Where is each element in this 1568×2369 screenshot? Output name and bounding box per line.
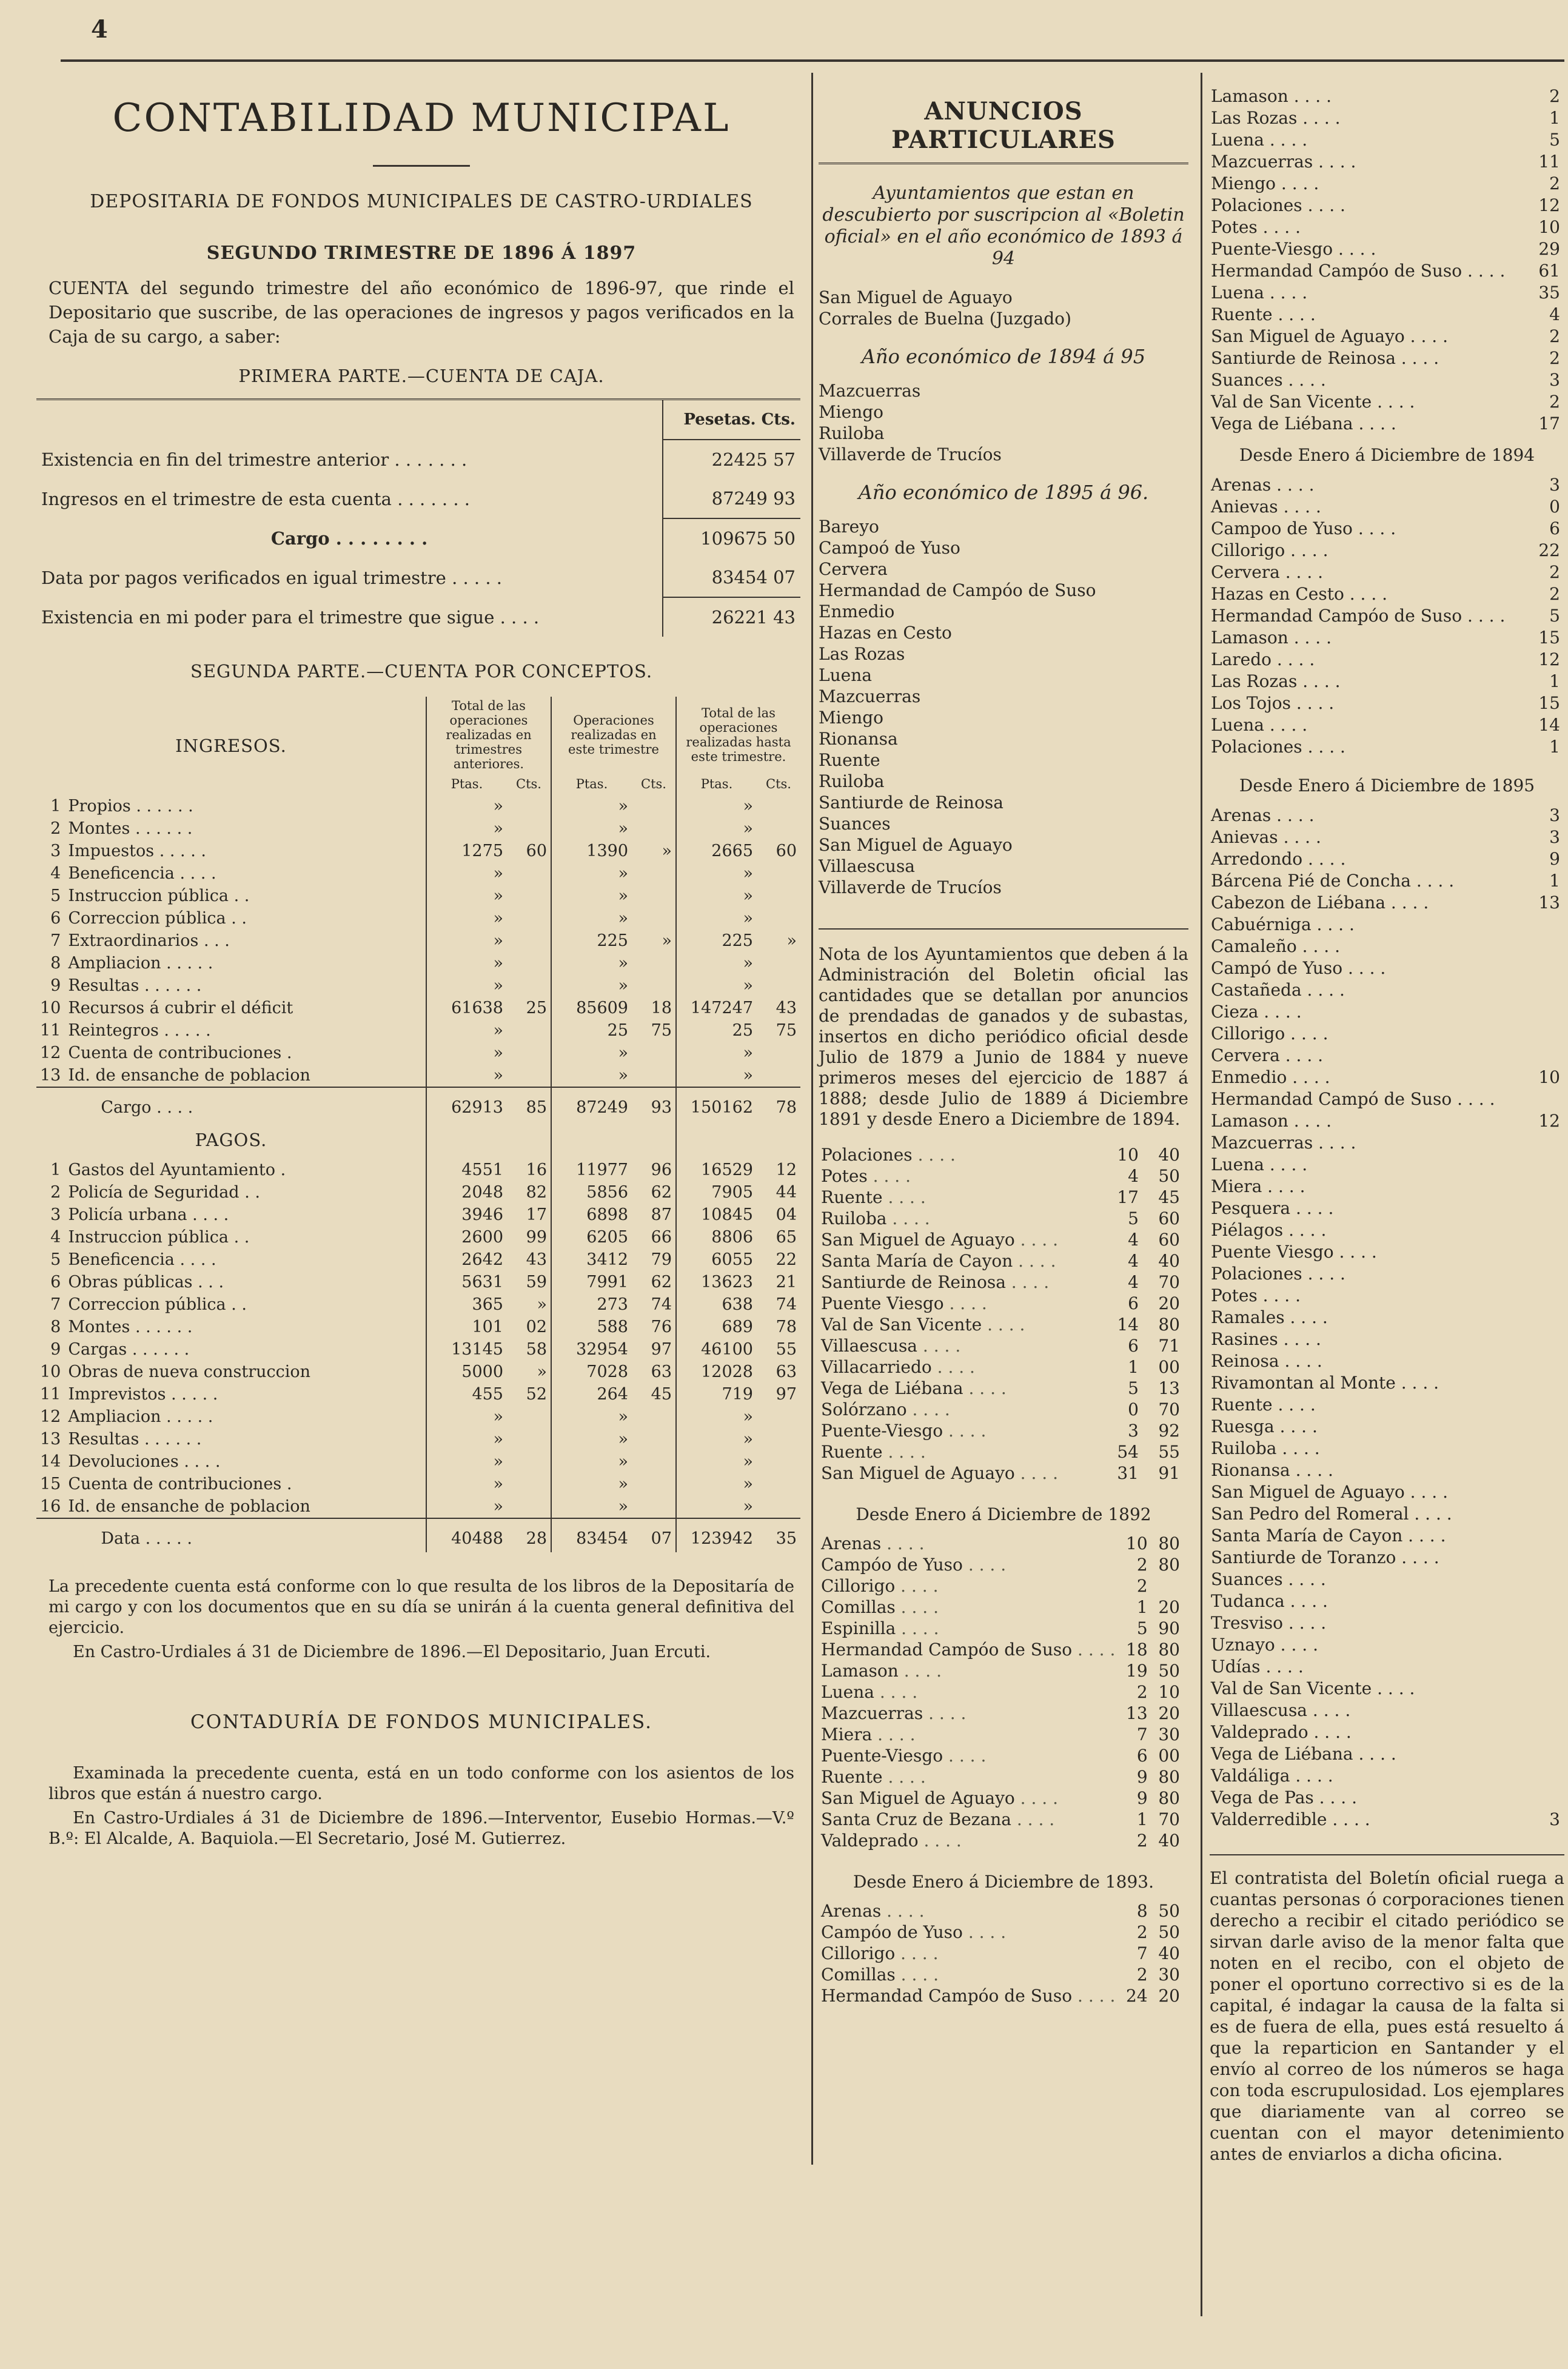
table-row: 8 Montes . . . . . . 101 02 588 76 689 78 bbox=[36, 1316, 800, 1338]
list-item: Pesquera . . . . bbox=[1211, 1198, 1334, 1218]
head-1894: Año económico de 1894 á 95 bbox=[861, 345, 1146, 368]
right-column bbox=[1210, 85, 1564, 2328]
closing-paragraph: La precedente cuenta está conforme con lo que resulta de los libros de la Depositaría de mi cargo y con los documentos que en su día se unirán á la cuenta general definitiva del ejercicio. bbox=[49, 1577, 794, 1637]
list-item: Santa Cruz de Bezana . . . . 1 70 bbox=[821, 1809, 1180, 1829]
list-item: Campó de Yuso . . . . bbox=[1211, 957, 1386, 978]
list-item: Villaverde de Trucíos bbox=[819, 444, 1002, 464]
list-item: Luena . . . . 14 bbox=[1211, 714, 1560, 735]
list-item: Cervera . . . . 2 bbox=[1211, 561, 1560, 582]
list-item: Villacarriedo . . . . 1 00 bbox=[821, 1357, 1180, 1377]
list-item: Enmedio . . . . 10 bbox=[1211, 1067, 1560, 1087]
table-row: 4 Instruccion pública . . 2600 99 6205 66 8806 65 bbox=[36, 1226, 800, 1248]
list-item: Cervera . . . . bbox=[1211, 1045, 1324, 1065]
list-item: Laredo . . . . 12 bbox=[1211, 649, 1560, 669]
right-head-1895: Desde Enero á Diciembre de 1895 bbox=[1239, 776, 1535, 796]
table-row: Existencia en fin del trimestre anterior . . . . . . . 22425 57 bbox=[36, 440, 800, 479]
primera-parte-heading: PRIMERA PARTE.—CUENTA DE CAJA. bbox=[238, 366, 605, 386]
list-item: Vega de Liébana . . . . 17 bbox=[1211, 413, 1560, 434]
list-item: Santiurde de Reinosa . . . . 4 70 bbox=[821, 1272, 1180, 1292]
list-item: Los Tojos . . . . 15 bbox=[1211, 692, 1560, 713]
amounts-table-1892 bbox=[819, 1533, 1182, 1851]
list-1894 bbox=[819, 380, 1188, 465]
list-item: Rivamontan al Monte . . . . bbox=[1211, 1372, 1439, 1393]
table-row: 4 Beneficencia . . . . » » » bbox=[36, 862, 800, 885]
list-item: Cabuérniga . . . . bbox=[1211, 914, 1355, 934]
list-item: Hermandad Campó de Suso . . . . bbox=[1211, 1088, 1495, 1109]
list-item: Hermandad Campóo de Suso . . . . 24 20 bbox=[821, 1986, 1180, 2006]
list-item: Val de San Vicente . . . . 2 bbox=[1211, 391, 1560, 412]
list-item: Mazcuerras . . . . bbox=[1211, 1132, 1356, 1153]
table-row: Data por pagos verificados en igual trimestre . . . . . 83454 07 bbox=[36, 558, 800, 597]
col-header-anteriores: Total de las operaciones realizadas en trimestres anteriores. bbox=[426, 697, 551, 773]
cuenta-conceptos-table: INGRESOS. Total de las operaciones realizadas en trimestres anteriores. Operaciones realizadas en este trimestre Total de las operaciones realizadas hasta este trimestre. Ptas. Cts. Ptas. Cts. Ptas. Cts. 1 Propios . . . . . . » » » 2 Montes . . . . . . » » » 3 Impuestos . . . . . 1275 60 1390 » 2665 60 4 Beneficencia . . . . » » » 5 Instruccion pública . . » » » 6 Correccion pública . . » » » 7 Extraordinarios . . . » 225 » 225 » 8 Ampliacion . . . . . » » » 9 Resultas . . . . . . » » » 10 Recursos á cubrir el déficit 61638 25 85609 18 147247 43 11 Reintegros . . . . . » 25 75 25 75 12 Cuenta de contribuciones . » » » 13 Id. de ensanche de poblacion » » » Cargo . . . . 62913 85 87249 93 150162 78 PAGOS. 1 Gastos del Ayuntamiento . 4551 16 11977 96 16529 12 2 Policía de Seguridad . . 2048 82 5856 62 7905 44 3 Policía urbana . . . . 3946 17 6898 87 10845 04 4 Instruccion pública . . 2600 99 6205 66 8806 65 5 Beneficencia . . . . 2642 43 3412 79 6055 22 6 Obras públicas . . . 5631 59 7991 62 13623 21 7 Correccion pública . . 365 » 273 74 638 74 8 Montes . . . . . . 101 02 588 76 689 78 9 Cargas . . . . . . 13145 58 32954 97 46100 55 10 Obras de nueva construccion 5000 » 7028 63 12028 63 11 Imprevistos . . . . . 455 52 264 45 719 97 12 Ampliacion . . . . . » » » 13 Resultas . . . . . . » » » 14 Devoluciones . . . . » » » 15 Cuenta de contribuciones . » » » 16 Id. de ensanche de poblacion » » » Data . . . . . 40488 28 83454 07 123942 35 bbox=[36, 697, 800, 1552]
right-list-1895 bbox=[1210, 804, 1561, 1830]
list-item: Valdeprado . . . . bbox=[1211, 1721, 1352, 1742]
row-label: Extraordinarios . . . bbox=[68, 931, 230, 950]
row-label: Impuestos . . . . . bbox=[68, 842, 206, 860]
list-item: Luena . . . . 5 bbox=[1211, 129, 1560, 150]
top-rule bbox=[61, 59, 1564, 62]
list-item: Arredondo . . . . 9 bbox=[1211, 848, 1560, 869]
table-row: 9 Cargas . . . . . . 13145 58 32954 97 46100 55 bbox=[36, 1338, 800, 1361]
data-row: Data . . . . . 40488 28 83454 07 123942 35 bbox=[36, 1518, 800, 1552]
list-item: Mazcuerras . . . . 11 bbox=[1211, 151, 1560, 172]
row-label: Correccion pública . . bbox=[68, 1295, 247, 1314]
col-header-trimestre: Operaciones realizadas en este trimestre bbox=[551, 697, 676, 773]
section-title: CONTABILIDAD MUNICIPAL bbox=[112, 96, 731, 141]
right-list-1894 bbox=[1210, 474, 1561, 757]
table-row: 6 Obras públicas . . . 5631 59 7991 62 13623 21 bbox=[36, 1271, 800, 1293]
table-row: 11 Reintegros . . . . . » 25 75 25 75 bbox=[36, 1019, 800, 1042]
head-1895: Año económico de 1895 á 96. bbox=[858, 481, 1149, 504]
ingresos-heading: INGRESOS. bbox=[175, 735, 287, 756]
list-item: Campóo de Yuso . . . . 2 80 bbox=[821, 1555, 1180, 1575]
list-item: Polaciones . . . . 10 40 bbox=[821, 1145, 1180, 1165]
list-item: Las Rozas . . . . 1 bbox=[1211, 107, 1560, 128]
list-item: Lamason . . . . 19 50 bbox=[821, 1661, 1180, 1681]
row-label: Id. de ensanche de poblacion bbox=[68, 1497, 310, 1516]
row-label: Cuenta de contribuciones . bbox=[68, 1044, 292, 1062]
right-head-1894: Desde Enero á Diciembre de 1894 bbox=[1239, 445, 1535, 465]
table-row: 5 Beneficencia . . . . 2642 43 3412 79 6055 22 bbox=[36, 1248, 800, 1271]
table-row: 12 Cuenta de contribuciones . » » » bbox=[36, 1042, 800, 1064]
contaduria-paragraph: Examinada la precedente cuenta, está en un todo conforme con los asientos de los libros que están á nuestro cargo. bbox=[49, 1764, 794, 1803]
list-item: Valdeprado . . . . 2 40 bbox=[821, 1831, 1180, 1851]
list-item: Cervera bbox=[819, 559, 888, 579]
row-label: Obras de nueva construccion bbox=[68, 1362, 311, 1381]
table-row: Existencia en mi poder para el trimestre que sigue . . . . 26221 43 bbox=[36, 597, 800, 637]
table-row: 10 Obras de nueva construccion 5000 » 7028 63 12028 63 bbox=[36, 1361, 800, 1383]
list-item: Luena bbox=[819, 665, 872, 685]
caja-header: Pesetas. Cts. bbox=[663, 400, 800, 440]
list-item: Puente-Viesgo . . . . 3 92 bbox=[821, 1421, 1180, 1441]
segunda-parte-heading: SEGUNDA PARTE.—CUENTA POR CONCEPTOS. bbox=[190, 661, 653, 682]
cuenta-caja-table bbox=[36, 398, 800, 637]
list-item: Comillas . . . . 1 20 bbox=[821, 1597, 1180, 1617]
list-item: Santa María de Cayon . . . . bbox=[1211, 1525, 1446, 1546]
head-1893: Desde Enero á Diciembre de 1893. bbox=[853, 1872, 1154, 1892]
list-item: San Miguel de Aguayo . . . . bbox=[1211, 1481, 1448, 1502]
list-item: Cillorigo . . . . 2 bbox=[821, 1576, 1148, 1596]
row-label: Obras públicas . . . bbox=[68, 1273, 224, 1292]
intro-paragraph: CUENTA del segundo trimestre del año económico de 1896-97, que rinde el Depositario que suscribe, de las operaciones de ingresos y pagos verificados en la Caja de su cargo, a saber: bbox=[49, 278, 794, 347]
list-item: San Miguel de Aguayo . . . . 2 bbox=[1211, 326, 1560, 346]
table-row: 9 Resultas . . . . . . » » » bbox=[36, 974, 800, 997]
list-item: Lamason . . . . 15 bbox=[1211, 627, 1560, 648]
list-item: Reinosa . . . . bbox=[1211, 1350, 1322, 1371]
list-item: Ruiloba . . . . 5 60 bbox=[821, 1208, 1180, 1228]
table-row: 1 Propios . . . . . . » » » bbox=[36, 795, 800, 817]
list-item: Villaescusa . . . . bbox=[1211, 1700, 1351, 1720]
list-item: Cieza . . . . bbox=[1211, 1001, 1302, 1022]
list-item: Luena . . . . bbox=[1211, 1154, 1308, 1174]
table-row: 13 Id. de ensanche de poblacion » » » bbox=[36, 1064, 800, 1087]
list-item: Suances . . . . 3 bbox=[1211, 369, 1560, 390]
list-item: Solórzano . . . . 0 70 bbox=[821, 1399, 1180, 1419]
amounts-table-a bbox=[819, 1144, 1182, 1484]
list-item: Anievas . . . . 0 bbox=[1211, 496, 1560, 517]
list-item: Cillorigo . . . . 7 40 bbox=[821, 1943, 1180, 1963]
list-item: Hermandad Campóo de Suso . . . . 18 80 bbox=[821, 1640, 1180, 1660]
table-row: 7 Correccion pública . . 365 » 273 74 638 74 bbox=[36, 1293, 800, 1316]
row-label: Montes . . . . . . bbox=[68, 1318, 193, 1336]
row-label: Recursos á cubrir el déficit bbox=[68, 999, 293, 1017]
list-item: San Miguel de Aguayo bbox=[819, 287, 1013, 307]
list-item: Santa María de Cayon . . . . 4 40 bbox=[821, 1251, 1180, 1271]
table-row: 6 Correccion pública . . » » » bbox=[36, 907, 800, 930]
list-item: Campóo de Yuso . . . . 2 50 bbox=[821, 1922, 1180, 1942]
list-item: Arenas . . . . 3 bbox=[1211, 474, 1560, 495]
right-list-top bbox=[1210, 85, 1561, 434]
list-item: Villaescusa . . . . 6 71 bbox=[821, 1336, 1180, 1356]
list-item: Rionansa . . . . bbox=[1211, 1459, 1333, 1480]
list-item: Santiurde de Reinosa . . . . 2 bbox=[1211, 347, 1560, 368]
table-row: 3 Policía urbana . . . . 3946 17 6898 87 10845 04 bbox=[36, 1204, 800, 1226]
list-item: Ramales . . . . bbox=[1211, 1307, 1328, 1327]
row-label: Cuenta de contribuciones . bbox=[68, 1475, 292, 1493]
left-column bbox=[36, 85, 806, 2134]
list-item: San Pedro del Romeral . . . . bbox=[1211, 1503, 1452, 1524]
row-label: Cargas . . . . . . bbox=[68, 1340, 190, 1359]
table-row: 15 Cuenta de contribuciones . » » » bbox=[36, 1473, 800, 1495]
list-item: Miengo . . . . 2 bbox=[1211, 173, 1560, 193]
row-label: Resultas . . . . . . bbox=[68, 976, 202, 995]
list-item: Las Rozas bbox=[819, 644, 905, 664]
pagos-heading: PAGOS. bbox=[195, 1130, 267, 1150]
pagos-rows bbox=[36, 1159, 800, 1518]
list-item: Castañeda . . . . bbox=[1211, 979, 1345, 1000]
list-item: Luena . . . . 35 bbox=[1211, 282, 1560, 303]
list-item: Hermandad Campóo de Suso . . . . 5 bbox=[1211, 605, 1560, 626]
list-item: Potes . . . . 4 50 bbox=[821, 1166, 1180, 1186]
list-item: Bareyo bbox=[819, 517, 879, 537]
list-item: Miera . . . . bbox=[1211, 1176, 1305, 1196]
row-label: Instruccion pública . . bbox=[68, 1228, 250, 1247]
col-header-total: Total de las operaciones realizadas hasta este trimestre. bbox=[676, 697, 800, 773]
list-item: Campoó de Yuso bbox=[819, 538, 960, 558]
row-label: Gastos del Ayuntamiento . bbox=[68, 1161, 286, 1179]
ingresos-rows bbox=[36, 795, 800, 1087]
table-row: 2 Montes . . . . . . » » » bbox=[36, 817, 800, 840]
depositaria-heading: DEPOSITARIA DE FONDOS MUNICIPALES DE CASTRO-URDIALES bbox=[90, 191, 753, 212]
list-item: Arenas . . . . 10 80 bbox=[821, 1533, 1180, 1553]
list-item: Villaverde de Trucíos bbox=[819, 877, 1002, 897]
list-item: Uznayo . . . . bbox=[1211, 1634, 1318, 1655]
list-item: San Miguel de Aguayo . . . . 4 60 bbox=[821, 1230, 1180, 1250]
list-item: Ruiloba . . . . bbox=[1211, 1438, 1320, 1458]
list-1893 bbox=[819, 287, 1188, 329]
list-item: Ruente . . . . 17 45 bbox=[821, 1187, 1180, 1207]
list-item: Santiurde de Reinosa bbox=[819, 792, 1003, 813]
list-item: Cillorigo . . . . 22 bbox=[1211, 540, 1560, 560]
row-label: Instruccion pública . . bbox=[68, 886, 250, 905]
list-item: Polaciones . . . . bbox=[1211, 1263, 1345, 1284]
list-item: Miera . . . . 7 30 bbox=[821, 1724, 1180, 1744]
page-number: 4 bbox=[91, 15, 108, 44]
list-item: Cabezon de Liébana . . . . 13 bbox=[1211, 892, 1560, 913]
list-item: Mazcuerras . . . . 13 20 bbox=[821, 1703, 1180, 1723]
list-item: Puente-Viesgo . . . . 29 bbox=[1211, 238, 1560, 259]
list-item: Hermandad de Campóo de Suso bbox=[819, 580, 1096, 600]
table-row: 1 Gastos del Ayuntamiento . 4551 16 11977 96 16529 12 bbox=[36, 1159, 800, 1181]
list-item: Vega de Liébana . . . . bbox=[1211, 1743, 1396, 1764]
table-row: Cargo . . . . . . . . 109675 50 bbox=[36, 518, 800, 558]
contaduria-heading: CONTADURÍA DE FONDOS MUNICIPALES. bbox=[190, 1711, 652, 1733]
amounts-table-1893 bbox=[819, 1900, 1182, 2006]
list-item: San Miguel de Aguayo . . . . 9 80 bbox=[821, 1788, 1180, 1808]
row-label: Correccion pública . . bbox=[68, 909, 247, 928]
list-item: Lamason . . . . 2 bbox=[1211, 85, 1560, 106]
table-row: 7 Extraordinarios . . . » 225 » 225 » bbox=[36, 930, 800, 952]
row-label: Beneficencia . . . . bbox=[68, 1250, 216, 1269]
list-item: Bárcena Pié de Concha . . . . 1 bbox=[1211, 870, 1560, 891]
list-1895 bbox=[819, 516, 1188, 898]
list-item: Tresviso . . . . bbox=[1211, 1612, 1327, 1633]
list-item: San Miguel de Aguayo bbox=[819, 835, 1013, 855]
list-item: Vega de Liébana . . . . 5 13 bbox=[821, 1378, 1180, 1398]
column-rule-left bbox=[811, 73, 813, 2165]
list-item: Mazcuerras bbox=[819, 381, 921, 401]
table-row: 11 Imprevistos . . . . . 455 52 264 45 719 97 bbox=[36, 1383, 800, 1406]
row-label: Propios . . . . . . bbox=[68, 797, 193, 816]
table-row: 12 Ampliacion . . . . . » » » bbox=[36, 1406, 800, 1428]
list-item: Polaciones . . . . 12 bbox=[1211, 195, 1560, 215]
list-item: Potes . . . . 10 bbox=[1211, 216, 1560, 237]
row-label: Id. de ensanche de poblacion bbox=[68, 1066, 310, 1085]
row-label: Policía de Seguridad . . bbox=[68, 1183, 260, 1202]
table-row: 2 Policía de Seguridad . . 2048 82 5856 62 7905 44 bbox=[36, 1181, 800, 1204]
table-row: Ingresos en el trimestre de esta cuenta . . . . . . . 87249 93 bbox=[36, 479, 800, 518]
list-item: Udías . . . . bbox=[1211, 1656, 1304, 1677]
list-item: Campoo de Yuso . . . . 6 bbox=[1211, 518, 1560, 538]
contaduria-signature: En Castro-Urdiales á 31 de Diciembre de 1896.—Interventor, Eusebio Hormas.—V.º B.º: El Alcalde, A. Baquiola.—El Secretario, José M. Gutierrez. bbox=[49, 1809, 794, 1848]
list-item: Villaescusa bbox=[819, 856, 916, 876]
list-item: Ruente bbox=[819, 750, 880, 770]
row-label: Reintegros . . . . . bbox=[68, 1021, 211, 1040]
row-label: Policía urbana . . . . bbox=[68, 1205, 229, 1224]
list-item: Hazas en Cesto bbox=[819, 623, 952, 643]
list-item: Rasines . . . . bbox=[1211, 1329, 1321, 1349]
row-label: Devoluciones . . . . bbox=[68, 1452, 221, 1471]
list-item: Espinilla . . . . 5 90 bbox=[821, 1618, 1180, 1638]
list-item: Miengo bbox=[819, 708, 884, 728]
list-item: Ruesga . . . . bbox=[1211, 1416, 1318, 1436]
list-item: Miengo bbox=[819, 402, 884, 422]
closing-signature: En Castro-Urdiales á 31 de Diciembre de 1896.—El Depositario, Juan Ercuti. bbox=[73, 1643, 711, 1661]
list-item: Ruente . . . . 54 55 bbox=[821, 1442, 1180, 1462]
list-item: Piélagos . . . . bbox=[1211, 1219, 1327, 1240]
list-item: Luena . . . . 2 10 bbox=[821, 1682, 1180, 1702]
title-rule bbox=[373, 165, 470, 167]
list-item: Cillorigo . . . . bbox=[1211, 1023, 1328, 1044]
list-item: Hazas en Cesto . . . . 2 bbox=[1211, 583, 1560, 604]
list-item: Polaciones . . . . 1 bbox=[1211, 736, 1560, 757]
list-item: Val de San Vicente . . . . 14 80 bbox=[821, 1315, 1180, 1335]
anuncios-title: ANUNCIOS PARTICULARES bbox=[819, 97, 1188, 164]
list-item: Lamason . . . . 12 bbox=[1211, 1110, 1560, 1131]
list-item: Ruente . . . . 4 bbox=[1211, 304, 1560, 324]
table-row: 10 Recursos á cubrir el déficit 61638 25 85609 18 147247 43 bbox=[36, 997, 800, 1019]
list-item: Ruente . . . . 9 80 bbox=[821, 1767, 1180, 1787]
list-item: Hermandad Campóo de Suso . . . . 61 bbox=[1211, 260, 1560, 281]
list-item: Comillas . . . . 2 30 bbox=[821, 1965, 1180, 1985]
column-rule-right bbox=[1201, 73, 1202, 2316]
list-item: Vega de Pas . . . . bbox=[1211, 1787, 1357, 1808]
list-item: Puente Viesgo . . . . bbox=[1211, 1241, 1377, 1262]
list-item: Valderredible . . . . 3 bbox=[1211, 1809, 1560, 1829]
list-item: Suances bbox=[819, 814, 891, 834]
head-1892: Desde Enero á Diciembre de 1892 bbox=[856, 1504, 1151, 1524]
list-item: Puente Viesgo . . . . 6 20 bbox=[821, 1293, 1180, 1313]
table-row: 16 Id. de ensanche de poblacion » » » bbox=[36, 1495, 800, 1518]
list-item: Las Rozas . . . . 1 bbox=[1211, 671, 1560, 691]
row-label: Resultas . . . . . . bbox=[68, 1430, 202, 1449]
row-label: Imprevistos . . . . . bbox=[68, 1385, 218, 1404]
row-label: Beneficencia . . . . bbox=[68, 864, 216, 883]
nota-paragraph: Nota de los Ayuntamientos que deben á la Administración del Boletin oficial las cantidades que se detallan por anuncios de prendadas de ganados y de subastas, insertos en dicho periódico oficial desde Julio de 1879 a Junio de 1884 y nueve primeros meses del ejercicio de 1887 á 1888; desde Julio de 1889 á Diciembre 1891 y desde Enero a Diciembre de 1894. bbox=[819, 928, 1188, 1130]
list-item: Valdáliga . . . . bbox=[1211, 1765, 1333, 1786]
row-label: Ampliacion . . . . . bbox=[68, 954, 213, 973]
contratista-notice: El contratista del Boletín oficial ruega a cuantas personas ó corporaciones tienen derecho a recibir el citado periódico se sirvan darle aviso de la menor falta que noten en el recibo, con el objeto de poner el oportuno correctivo si es de la capital, é indagar la causa de la falta si es de fuera de ella, pues está resuelto á que la reparticion en Santander y el envío al correo de los números se haga con toda escrupulosidad. Los ejemplares que diariamente van al correo se cuentan con el mayor detenimiento antes de enviarlos a dicha oficina. bbox=[1210, 1854, 1564, 2165]
list-item: Anievas . . . . 3 bbox=[1211, 826, 1560, 847]
list-item: Puente-Viesgo . . . . 6 00 bbox=[821, 1746, 1180, 1766]
anuncios-subtitle: Ayuntamientos que estan en descubierto por suscripcion al «Boletin oficial» en el año económico de 1893 á 94 bbox=[822, 183, 1185, 269]
row-label: Montes . . . . . . bbox=[68, 819, 193, 838]
list-item: Mazcuerras bbox=[819, 686, 921, 706]
list-item: Ruiloba bbox=[819, 423, 885, 443]
table-row: 8 Ampliacion . . . . . » » » bbox=[36, 952, 800, 974]
list-item: San Miguel de Aguayo . . . . 31 91 bbox=[821, 1463, 1180, 1483]
list-item: Potes . . . . bbox=[1211, 1285, 1301, 1305]
list-item: Camaleño . . . . bbox=[1211, 936, 1340, 956]
list-item: Arenas . . . . 3 bbox=[1211, 805, 1560, 825]
row-label: Ampliacion . . . . . bbox=[68, 1407, 213, 1426]
table-row: 13 Resultas . . . . . . » » » bbox=[36, 1428, 800, 1450]
list-item: Ruiloba bbox=[819, 771, 885, 791]
table-row: 14 Devoluciones . . . . » » » bbox=[36, 1450, 800, 1473]
list-item: Tudanca . . . . bbox=[1211, 1590, 1328, 1611]
table-row: 5 Instruccion pública . . » » » bbox=[36, 885, 800, 907]
cargo-row: Cargo . . . . 62913 85 87249 93 150162 78 bbox=[36, 1087, 800, 1121]
trimestre-heading: SEGUNDO TRIMESTRE DE 1896 Á 1897 bbox=[206, 243, 637, 264]
list-item: Santiurde de Toranzo . . . . bbox=[1211, 1547, 1439, 1567]
list-item: Rionansa bbox=[819, 729, 898, 749]
middle-column bbox=[819, 85, 1188, 2268]
list-item: Ruente . . . . bbox=[1211, 1394, 1316, 1415]
list-item: Arenas . . . . 8 50 bbox=[821, 1901, 1180, 1921]
list-item: Suances . . . . bbox=[1211, 1569, 1326, 1589]
table-row: 3 Impuestos . . . . . 1275 60 1390 » 2665 60 bbox=[36, 840, 800, 862]
list-item: Val de San Vicente . . . . bbox=[1211, 1678, 1415, 1698]
list-item: Enmedio bbox=[819, 601, 895, 622]
list-item: Corrales de Buelna (Juzgado) bbox=[819, 309, 1071, 329]
